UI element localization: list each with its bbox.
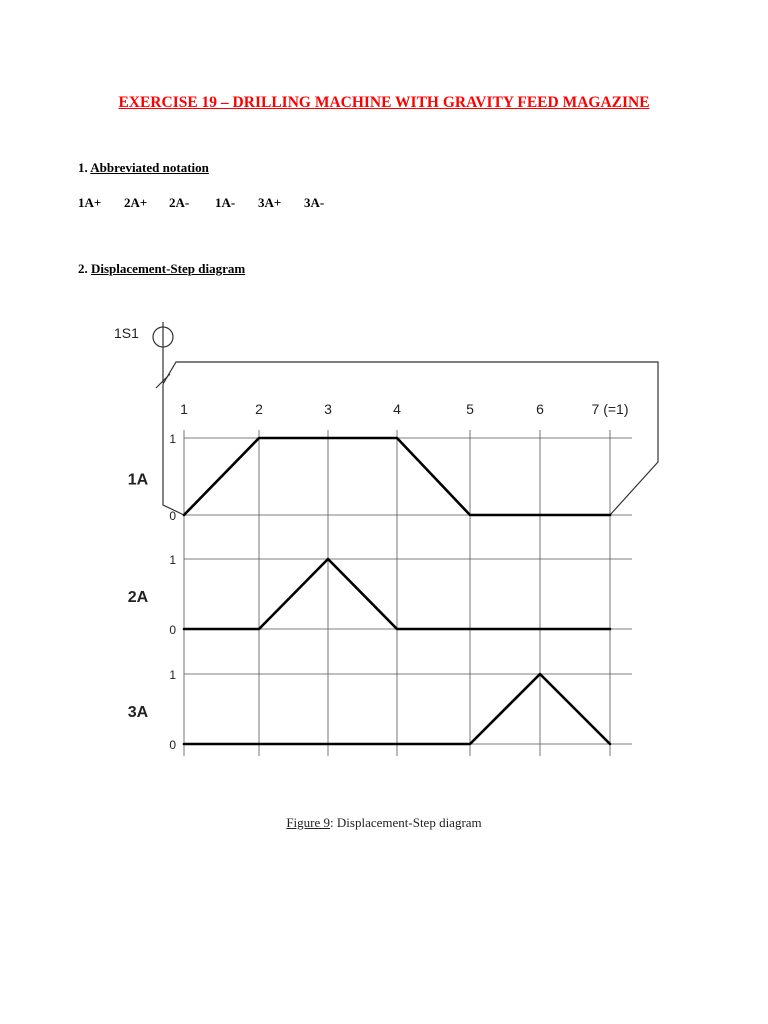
notation-step: 2A+ — [124, 195, 148, 210]
notation-step: 1A+ — [78, 195, 102, 210]
step-label: 3 — [324, 401, 332, 417]
actuator-label: 2A — [127, 589, 149, 606]
notation-step: 2A- — [169, 195, 190, 210]
caption-text: Displacement-Step diagram — [333, 815, 482, 830]
level-high-label: 1 — [169, 432, 176, 446]
actuator-label: 3A — [127, 704, 149, 721]
level-high-label: 1 — [169, 668, 176, 682]
step-label: 2 — [255, 401, 263, 417]
section-number: 1. — [78, 160, 88, 175]
notation-step: 3A+ — [258, 195, 282, 210]
section-number: 2. — [78, 261, 88, 276]
notation-step: 1A- — [215, 195, 236, 210]
exercise-title: EXERCISE 19 – DRILLING MACHINE WITH GRAVITY FEED MAGAZINE — [118, 94, 650, 111]
step-label: 7 (=1) — [591, 401, 629, 417]
signal-trace — [163, 362, 658, 515]
step-label: 4 — [393, 401, 401, 417]
section-heading: Abbreviated notation — [90, 160, 209, 175]
level-low-label: 0 — [169, 623, 176, 637]
sensor-label: 1S1 — [114, 325, 139, 341]
level-low-label: 0 — [169, 509, 176, 523]
actuator-label: 1A — [127, 471, 149, 489]
caption-figure-number: Figure 9 — [286, 815, 331, 830]
figure-caption — [0, 815, 768, 831]
level-high-label: 1 — [169, 553, 176, 567]
step-label: 5 — [466, 401, 474, 417]
step-label: 1 — [180, 401, 188, 417]
level-low-label: 0 — [169, 738, 176, 752]
step-label: 6 — [536, 401, 544, 417]
caption-colon: : — [330, 815, 334, 830]
notation-step: 3A- — [304, 195, 325, 210]
section-heading: Displacement-Step diagram — [91, 261, 246, 276]
